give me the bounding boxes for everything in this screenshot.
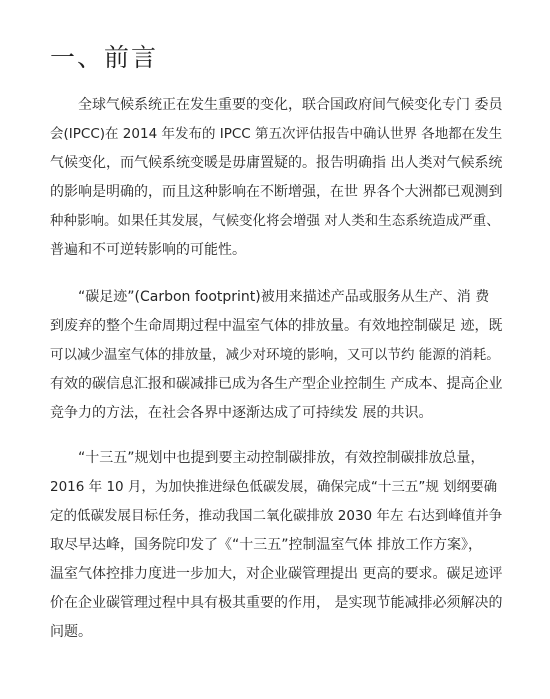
paragraph-climate-change xyxy=(50,91,502,265)
paragraph-line: “碳足迹”(Carbon footprint)被用来描述产品或服务从生产、消 费 xyxy=(50,289,490,305)
paragraph-line: 普遍和不可逆转影响的可能性。 xyxy=(50,242,246,258)
paragraph-line: 气候变化，而气候系统变暖是毋庸置疑的。报告明确指 出人类对气候系统 xyxy=(50,155,502,171)
paragraph-line: 竞争力的方法，在社会各界中逐渐达成了可持续发 展的共识。 xyxy=(50,405,433,421)
paragraph-line: 取尽早达峰，国务院印发了《“十三五”控制温室气体 排放工作方案》， xyxy=(50,537,482,553)
paragraph-line: 有效的碳信息汇报和碳减排已成为各生产型企业控制生 产成本、提高企业 xyxy=(50,376,502,392)
paragraph-line: 全球气候系统正在发生重要的变化，联合国政府间气候变化专门 委员 xyxy=(50,97,502,113)
paragraph-line: 种种影响。如果任其发展，气候变化将会增强 对人类和生态系统造成严重、 xyxy=(50,213,500,229)
paragraph-carbon-footprint xyxy=(50,283,502,428)
paragraph-line: “十三五”规划中也提到要主动控制碳排放，有效控制碳排放总量， xyxy=(50,450,485,466)
paragraph-line: 会(IPCC)在 2014 年发布的 IPCC 第五次评估报告中确认世界 各地都在发生 xyxy=(50,126,502,142)
paragraph-line: 温室气体控排力度进一步加大，对企业碳管理提出 更高的要求。碳足迹评 xyxy=(50,566,502,582)
paragraph-line: 价在企业碳管理过程中具有极其重要的作用， 是实现节能减排必须解决的 xyxy=(50,595,502,611)
paragraph-line: 定的低碳发展目标任务，推动我国二氧化碳排放 2030 年左 右达到峰值并争 xyxy=(50,508,502,524)
paragraph-line: 2016 年 10 月，为加快推进绿色低碳发展，确保完成“十三五”规 划纲要确 xyxy=(50,479,498,495)
paragraph-line: 到废弃的整个生命周期过程中温室气体的排放量。有效地控制碳足 迹，既 xyxy=(50,318,502,334)
section-heading: 一、前言 xyxy=(50,43,159,72)
paragraph-line: 问题。 xyxy=(50,624,92,640)
paragraph-line: 可以减少温室气体的排放量，减少对环境的影响，又可以节约 能源的消耗。 xyxy=(50,347,500,363)
paragraph-five-year-plan xyxy=(50,444,502,647)
paragraph-line: 的影响是明确的，而且这种影响在不断增强，在世 界各个大洲都已观测到 xyxy=(50,184,502,200)
